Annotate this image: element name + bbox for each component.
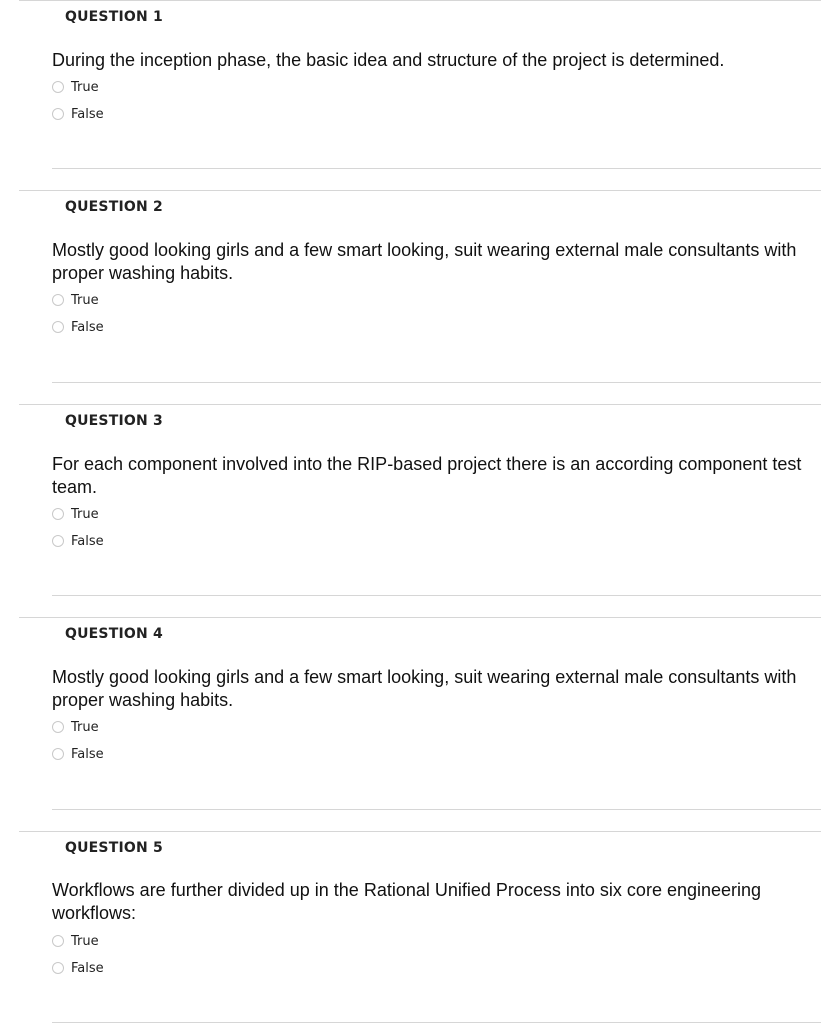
divider [52,1022,821,1023]
option-true[interactable] [52,291,99,309]
option-label: False [71,106,104,122]
option-false[interactable] [52,318,104,336]
question-text: Mostly good looking girls and a few smart looking, suit wearing external male consultants with proper washing habits. [52,667,797,710]
radio-button[interactable] [52,535,64,547]
question-header: QUESTION 1 [65,9,163,25]
option-label: False [71,319,104,335]
divider [19,617,821,618]
option-label: False [71,533,104,549]
option-label: True [71,933,99,949]
radio-button[interactable] [52,721,64,733]
question-text: During the inception phase, the basic idea and structure of the project is determined. [52,50,725,70]
divider [52,809,821,810]
divider [52,168,821,169]
radio-button[interactable] [52,108,64,120]
option-label: False [71,960,104,976]
divider [19,404,821,405]
option-true[interactable] [52,718,99,736]
divider [52,595,821,596]
option-label: False [71,746,104,762]
option-false[interactable] [52,745,104,763]
option-false[interactable] [52,105,104,123]
radio-button[interactable] [52,962,64,974]
option-false[interactable] [52,959,104,977]
option-label: True [71,79,99,95]
question-header: QUESTION 2 [65,199,163,215]
option-label: True [71,292,99,308]
radio-button[interactable] [52,935,64,947]
option-true[interactable] [52,78,99,96]
option-label: True [71,719,99,735]
question-text: For each component involved into the RIP-based project there is an according component test team. [52,454,802,497]
radio-button[interactable] [52,748,64,760]
radio-button[interactable] [52,508,64,520]
divider [19,190,821,191]
question-text: Mostly good looking girls and a few smart looking, suit wearing external male consultants with proper washing habits. [52,240,797,283]
question-header: QUESTION 4 [65,626,163,642]
question-text: Workflows are further divided up in the Rational Unified Process into six core engineering workflows: [52,880,762,923]
divider [19,0,821,1]
option-label: True [71,506,99,522]
question-header: QUESTION 5 [65,840,163,856]
divider [52,382,821,383]
question-header: QUESTION 3 [65,413,163,429]
radio-button[interactable] [52,81,64,93]
option-false[interactable] [52,532,104,550]
divider [19,831,821,832]
option-true[interactable] [52,505,99,523]
radio-button[interactable] [52,321,64,333]
option-true[interactable] [52,932,99,950]
radio-button[interactable] [52,294,64,306]
